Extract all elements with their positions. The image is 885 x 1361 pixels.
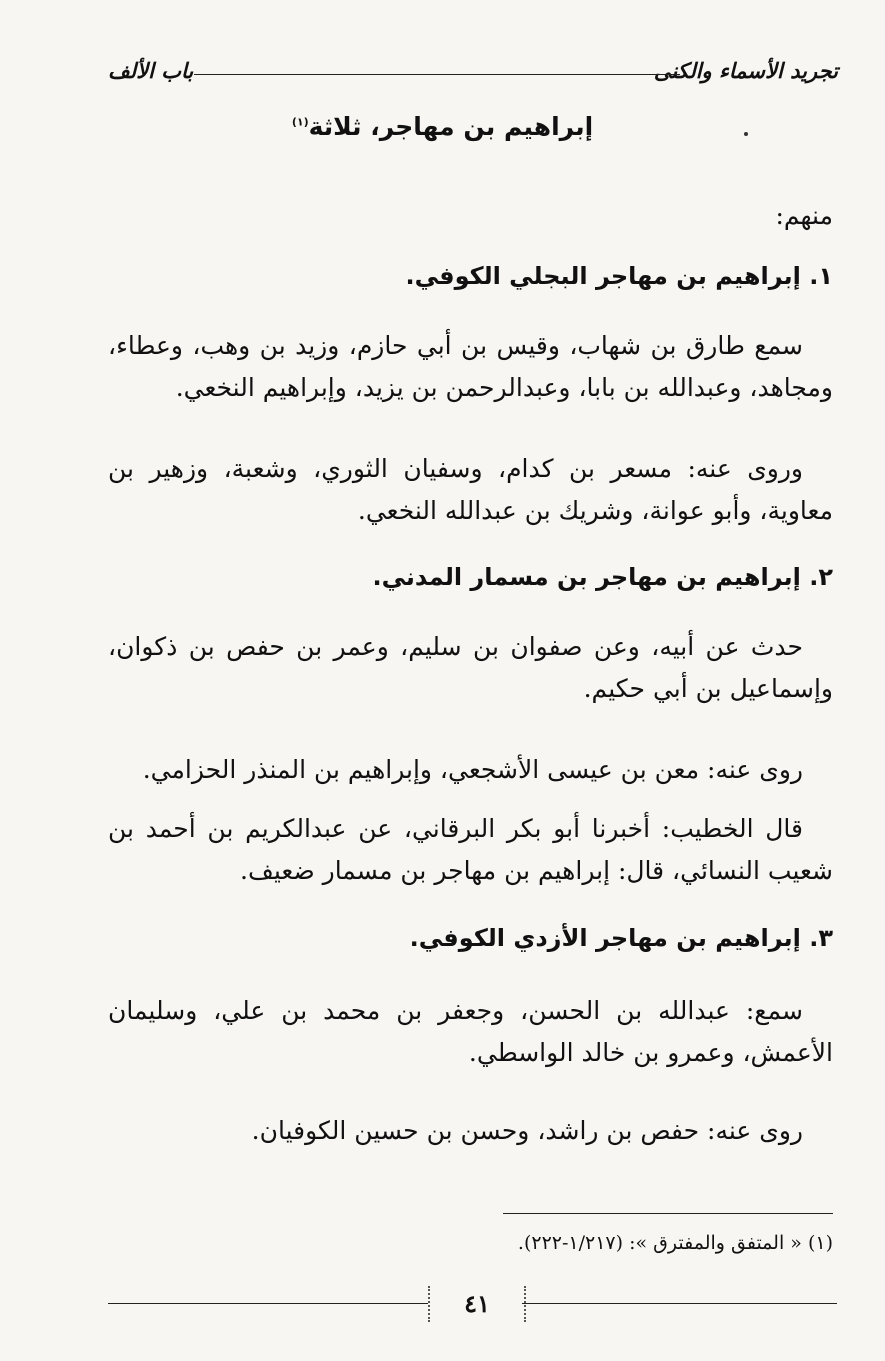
entry-1-heading: ١. إبراهيم بن مهاجر البجلي الكوفي. [405,262,833,290]
entry-1-paragraph-1: سمع طارق بن شهاب، وقيس بن أبي حازم، وزيد بن وهب، وعطاء، ومجاهد، وعبدالله بن بابا، وعبدالرحمن بن يزيد، وإبراهيم النخعي. [108,331,833,402]
title-footnote-marker: (١) [291,115,309,129]
entry-3-heading: ٣. إبراهيم بن مهاجر الأزدي الكوفي. [409,924,833,952]
entry-3-paragraph-2: روى عنه: حفص بن راشد، وحسن بن حسين الكوفيان. [251,1116,803,1145]
running-header [108,58,838,94]
entry-1-paragraph-2: وروى عنه: مسعر بن كدام، وسفيان الثوري، وشعبة، وزهير بن معاوية، وأبو عوانة، وشريك بن عبدالله النخعي. [108,454,833,525]
intro-text: منهم: [775,201,833,230]
footer-rule-right [522,1303,837,1304]
footnote: (١) « المتفق والمفترق »: (١/٢١٧-٢٢٢). [517,1232,833,1254]
header-chapter: باب الألف [108,58,194,83]
entry-2-paragraph-1: حدث عن أبيه، وعن صفوان بن سليم، وعمر بن حفص بن ذكوان، وإسماعيل بن أبي حكيم. [108,632,833,703]
section-title-text: إبراهيم بن مهاجر، ثلاثة [308,112,594,141]
header-rule [194,74,680,75]
section-title [0,112,885,141]
header-book-title: تجريد الأسماء والكنى [653,58,838,83]
footer-rule-left [108,1303,428,1304]
entry-2-paragraph-2: روى عنه: معن بن عيسى الأشجعي، وإبراهيم بن المنذر الحزامي. [142,755,803,784]
footnote-separator [503,1213,833,1214]
entry-3-paragraph-1: سمع: عبدالله بن الحسن، وجعفر بن محمد بن علي، وسليمان الأعمش، وعمرو بن خالد الواسطي. [108,996,833,1067]
entry-2-heading: ٢. إبراهيم بن مهاجر بن مسمار المدني. [372,563,833,591]
print-speck [744,132,748,136]
page-number: ٤١ [428,1286,526,1322]
entry-2-paragraph-3: قال الخطيب: أخبرنا أبو بكر البرقاني، عن عبدالكريم بن أحمد بن شعيب النسائي، قال: إبراهيم بن مهاجر بن مسمار ضعيف. [108,814,833,885]
